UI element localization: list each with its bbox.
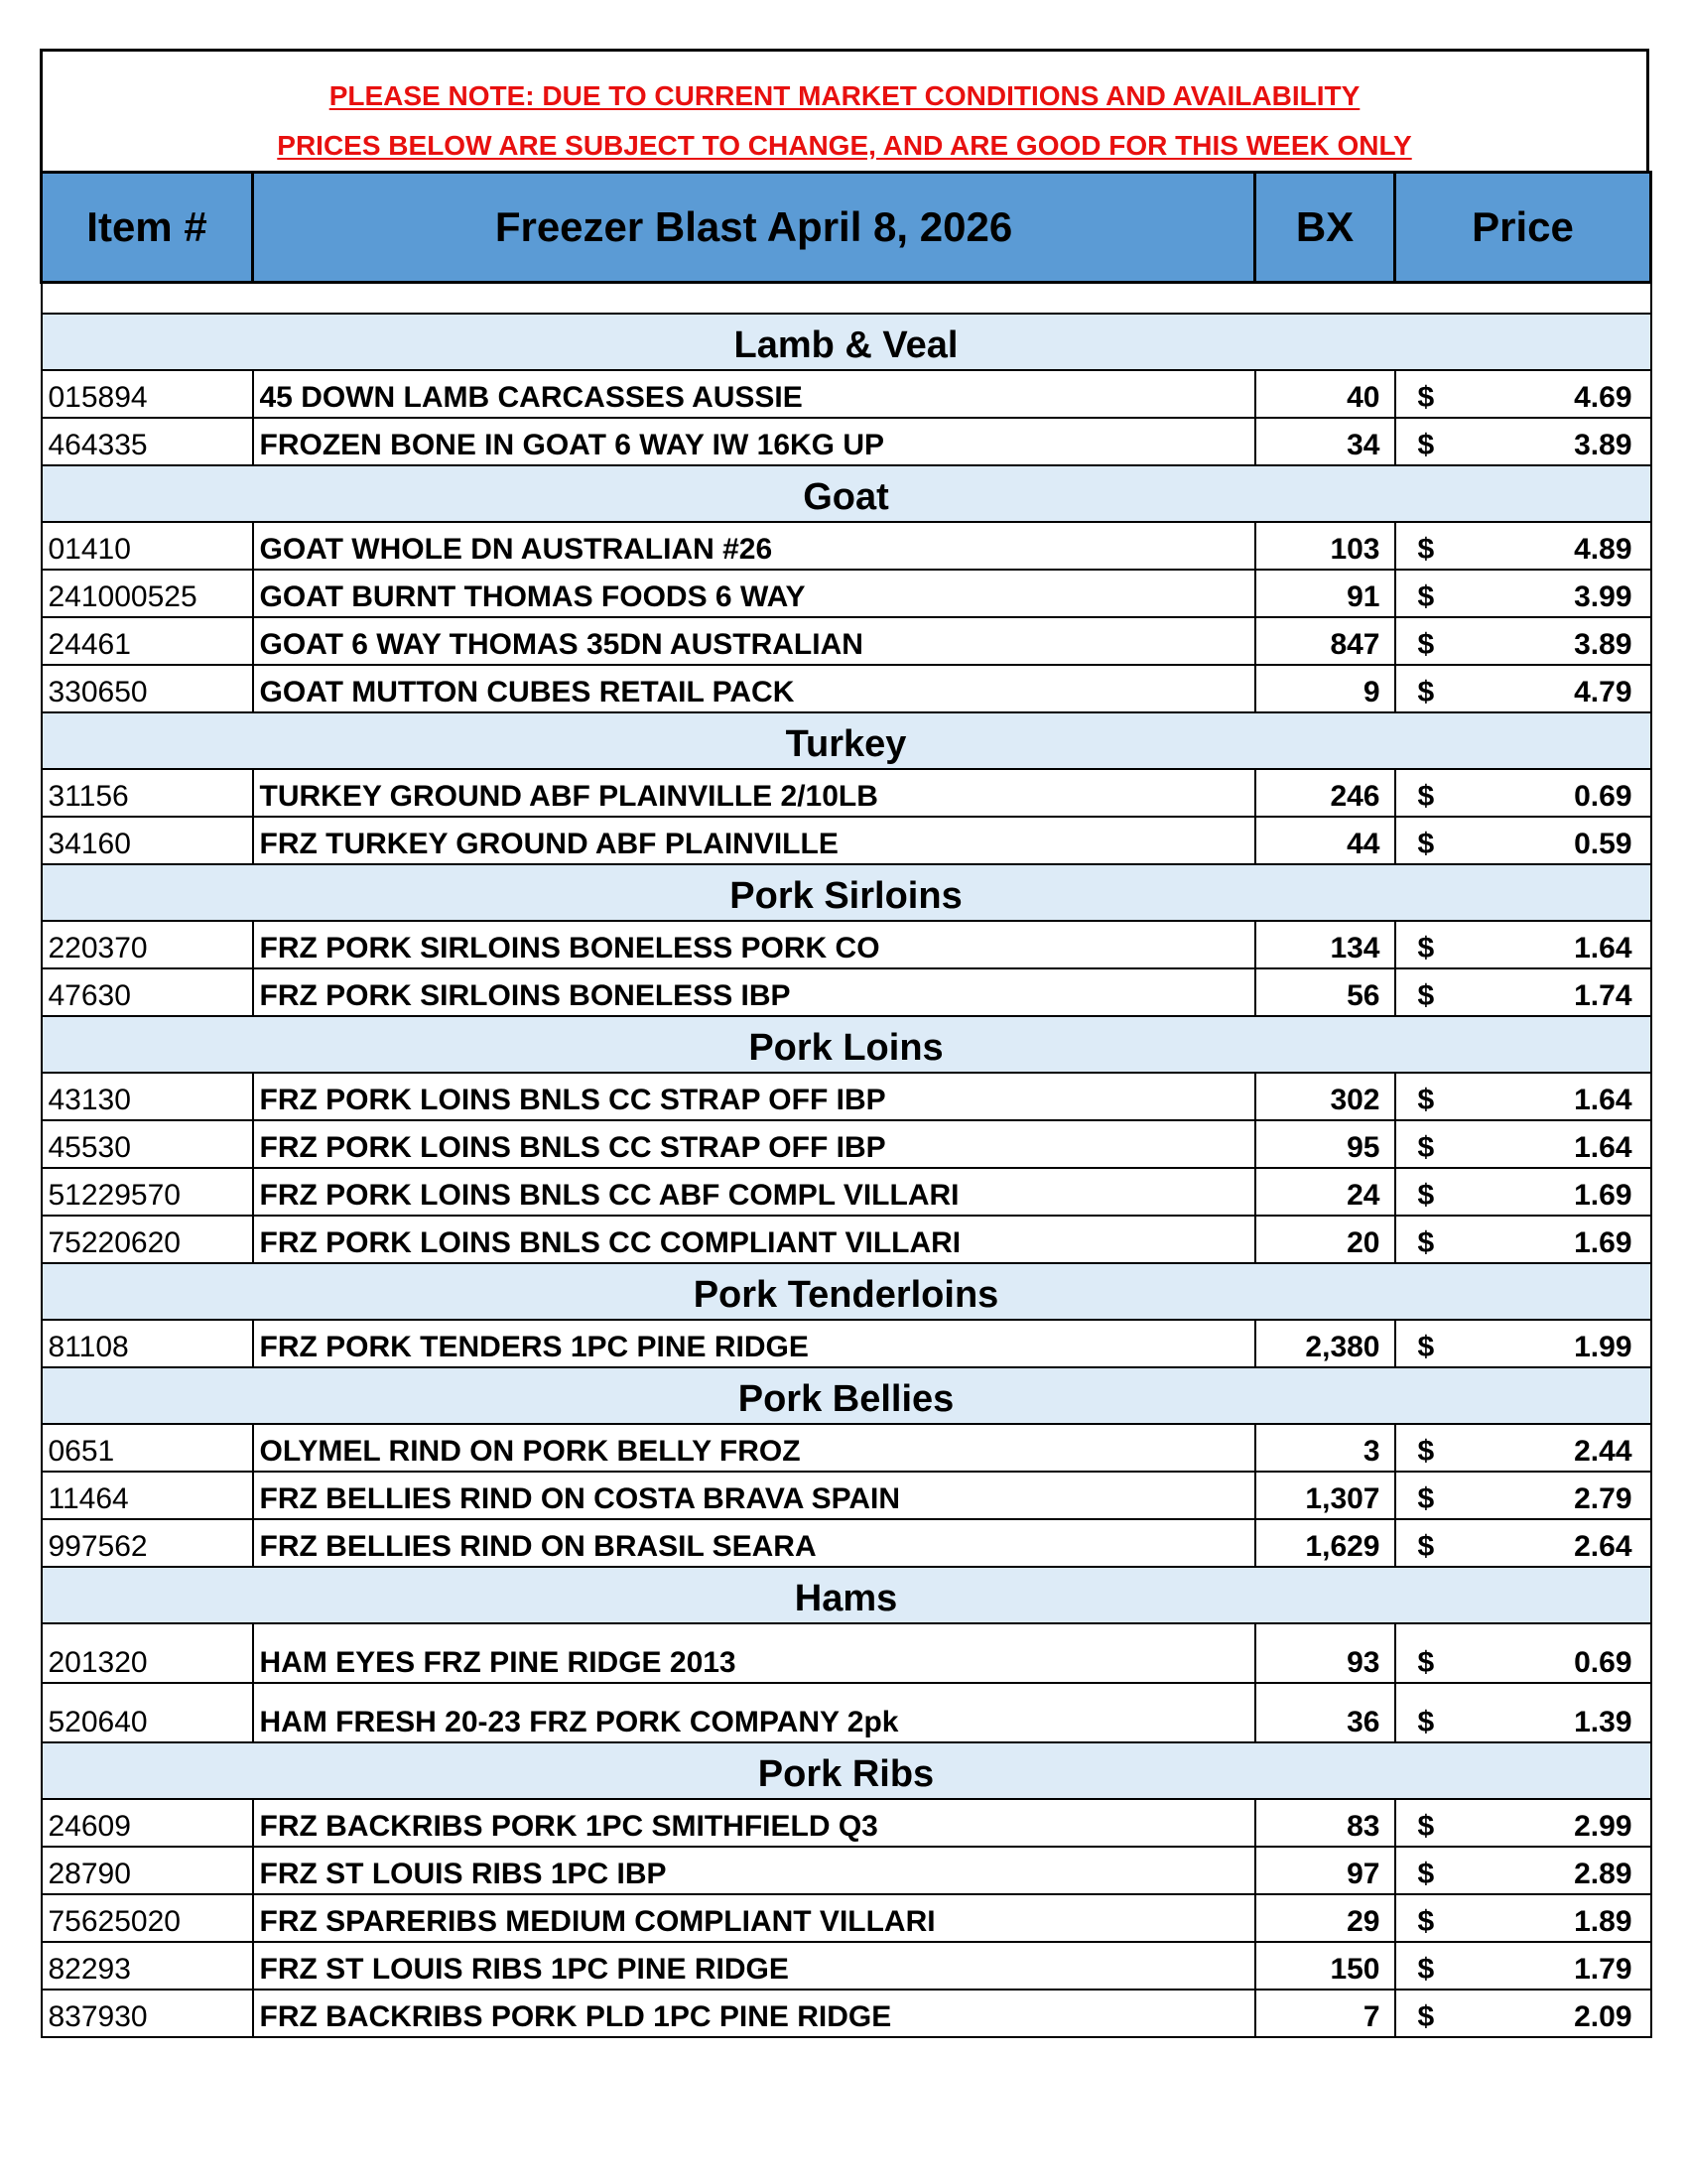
category-name: Pork Tenderloins <box>42 1263 1651 1320</box>
item-box-count: 95 <box>1255 1120 1395 1168</box>
item-number: 220370 <box>42 921 253 968</box>
item-box-count: 83 <box>1255 1799 1395 1847</box>
item-number: 82293 <box>42 1942 253 1990</box>
currency-symbol: $ <box>1417 628 1435 661</box>
price-amount: 1.69 <box>1574 1179 1632 1212</box>
item-price <box>1395 817 1651 864</box>
notice-line-1: PLEASE NOTE: DUE TO CURRENT MARKET CONDITIONS AND AVAILABILITY <box>328 80 1361 111</box>
item-price <box>1395 1847 1651 1894</box>
item-box-count: 3 <box>1255 1424 1395 1472</box>
table-row <box>42 1472 1651 1519</box>
item-price <box>1395 968 1651 1016</box>
item-price <box>1395 1424 1651 1472</box>
item-price <box>1395 1073 1651 1120</box>
category-row <box>42 1263 1651 1320</box>
currency-symbol: $ <box>1417 1084 1435 1116</box>
item-number: 01410 <box>42 522 253 570</box>
currency-symbol: $ <box>1417 1435 1435 1468</box>
item-box-count: 9 <box>1255 665 1395 712</box>
table-body <box>42 283 1651 2038</box>
price-amount: 1.39 <box>1574 1706 1632 1738</box>
item-description: FRZ PORK TENDERS 1PC PINE RIDGE <box>253 1320 1255 1367</box>
item-price <box>1395 1216 1651 1263</box>
item-number: 520640 <box>42 1683 253 1742</box>
item-number: 997562 <box>42 1519 253 1567</box>
item-price <box>1395 1120 1651 1168</box>
item-description: FRZ PORK LOINS BNLS CC STRAP OFF IBP <box>253 1073 1255 1120</box>
table-row <box>42 522 1651 570</box>
currency-symbol: $ <box>1417 979 1435 1012</box>
table-row <box>42 1073 1651 1120</box>
category-name: Pork Ribs <box>42 1742 1651 1799</box>
item-description: HAM FRESH 20-23 FRZ PORK COMPANY 2pk <box>253 1683 1255 1742</box>
category-row <box>42 465 1651 522</box>
item-description: FRZ PORK SIRLOINS BONELESS PORK CO <box>253 921 1255 968</box>
table-row <box>42 1519 1651 1567</box>
currency-symbol: $ <box>1417 932 1435 964</box>
category-row <box>42 864 1651 921</box>
table-row <box>42 1120 1651 1168</box>
table-row <box>42 1168 1651 1216</box>
item-price <box>1395 1683 1651 1742</box>
price-amount: 4.69 <box>1574 381 1632 414</box>
item-number: 81108 <box>42 1320 253 1367</box>
item-box-count: 44 <box>1255 817 1395 864</box>
item-box-count: 302 <box>1255 1073 1395 1120</box>
item-box-count: 20 <box>1255 1216 1395 1263</box>
item-price <box>1395 1472 1651 1519</box>
item-price <box>1395 1799 1651 1847</box>
item-box-count: 7 <box>1255 1990 1395 2037</box>
category-name: Goat <box>42 465 1651 522</box>
item-description: OLYMEL RIND ON PORK BELLY FROZ <box>253 1424 1255 1472</box>
currency-symbol: $ <box>1417 828 1435 860</box>
item-box-count: 2,380 <box>1255 1320 1395 1367</box>
item-price <box>1395 1168 1651 1216</box>
item-description: FRZ PORK LOINS BNLS CC STRAP OFF IBP <box>253 1120 1255 1168</box>
item-number: 28790 <box>42 1847 253 1894</box>
item-number: 75625020 <box>42 1894 253 1942</box>
item-description: TURKEY GROUND ABF PLAINVILLE 2/10LB <box>253 769 1255 817</box>
category-row <box>42 712 1651 769</box>
price-amount: 1.64 <box>1574 1131 1632 1164</box>
item-description: HAM EYES FRZ PINE RIDGE 2013 <box>253 1623 1255 1683</box>
item-description: FRZ TURKEY GROUND ABF PLAINVILLE <box>253 817 1255 864</box>
price-amount: 3.99 <box>1574 580 1632 613</box>
table-row <box>42 1623 1651 1683</box>
item-number: 34160 <box>42 817 253 864</box>
item-box-count: 93 <box>1255 1623 1395 1683</box>
table-row <box>42 1847 1651 1894</box>
table-row <box>42 1683 1651 1742</box>
item-box-count: 40 <box>1255 370 1395 418</box>
currency-symbol: $ <box>1417 381 1435 414</box>
table-row <box>42 418 1651 465</box>
currency-symbol: $ <box>1417 533 1435 566</box>
item-description: GOAT WHOLE DN AUSTRALIAN #26 <box>253 522 1255 570</box>
item-price <box>1395 570 1651 617</box>
item-number: 24609 <box>42 1799 253 1847</box>
item-price <box>1395 370 1651 418</box>
price-amount: 2.79 <box>1574 1482 1632 1515</box>
table-row <box>42 570 1651 617</box>
price-amount: 1.99 <box>1574 1331 1632 1363</box>
header-title: Freezer Blast April 8, 2026 <box>253 173 1255 283</box>
price-notice <box>40 49 1649 171</box>
item-box-count: 56 <box>1255 968 1395 1016</box>
item-number: 464335 <box>42 418 253 465</box>
currency-symbol: $ <box>1417 1530 1435 1563</box>
currency-symbol: $ <box>1417 780 1435 813</box>
currency-symbol: $ <box>1417 1905 1435 1938</box>
item-number: 43130 <box>42 1073 253 1120</box>
price-amount: 0.69 <box>1574 1646 1632 1679</box>
price-amount: 1.69 <box>1574 1226 1632 1259</box>
item-description: FRZ ST LOUIS RIBS 1PC IBP <box>253 1847 1255 1894</box>
item-description: GOAT 6 WAY THOMAS 35DN AUSTRALIAN <box>253 617 1255 665</box>
item-description: 45 DOWN LAMB CARCASSES AUSSIE <box>253 370 1255 418</box>
table-row <box>42 921 1651 968</box>
price-amount: 1.64 <box>1574 1084 1632 1116</box>
table-row <box>42 1942 1651 1990</box>
price-amount: 2.64 <box>1574 1530 1632 1563</box>
category-row <box>42 1367 1651 1424</box>
item-box-count: 1,307 <box>1255 1472 1395 1519</box>
item-price <box>1395 1320 1651 1367</box>
item-price <box>1395 1942 1651 1990</box>
currency-symbol: $ <box>1417 1810 1435 1843</box>
table-row <box>42 1320 1651 1367</box>
category-name: Pork Loins <box>42 1016 1651 1073</box>
item-box-count: 847 <box>1255 617 1395 665</box>
item-description: FRZ BACKRIBS PORK 1PC SMITHFIELD Q3 <box>253 1799 1255 1847</box>
category-row <box>42 1567 1651 1623</box>
table-row <box>42 1990 1651 2037</box>
item-description: FRZ ST LOUIS RIBS 1PC PINE RIDGE <box>253 1942 1255 1990</box>
currency-symbol: $ <box>1417 1331 1435 1363</box>
item-description: GOAT BURNT THOMAS FOODS 6 WAY <box>253 570 1255 617</box>
item-description: FRZ SPARERIBS MEDIUM COMPLIANT VILLARI <box>253 1894 1255 1942</box>
currency-symbol: $ <box>1417 1179 1435 1212</box>
table-row <box>42 1216 1651 1263</box>
currency-symbol: $ <box>1417 1226 1435 1259</box>
category-row <box>42 314 1651 370</box>
category-name: Pork Sirloins <box>42 864 1651 921</box>
item-description: FRZ PORK LOINS BNLS CC COMPLIANT VILLARI <box>253 1216 1255 1263</box>
currency-symbol: $ <box>1417 1858 1435 1890</box>
item-number: 11464 <box>42 1472 253 1519</box>
currency-symbol: $ <box>1417 1706 1435 1738</box>
header-price: Price <box>1395 173 1651 283</box>
item-description: FRZ PORK LOINS BNLS CC ABF COMPL VILLARI <box>253 1168 1255 1216</box>
item-box-count: 36 <box>1255 1683 1395 1742</box>
price-amount: 1.89 <box>1574 1905 1632 1938</box>
price-amount: 3.89 <box>1574 429 1632 461</box>
item-box-count: 103 <box>1255 522 1395 570</box>
item-box-count: 29 <box>1255 1894 1395 1942</box>
item-box-count: 246 <box>1255 769 1395 817</box>
category-row <box>42 1742 1651 1799</box>
currency-symbol: $ <box>1417 676 1435 708</box>
price-amount: 1.74 <box>1574 979 1632 1012</box>
item-number: 837930 <box>42 1990 253 2037</box>
item-price <box>1395 921 1651 968</box>
item-number: 201320 <box>42 1623 253 1683</box>
item-description: FRZ PORK SIRLOINS BONELESS IBP <box>253 968 1255 1016</box>
table-row <box>42 817 1651 864</box>
item-number: 330650 <box>42 665 253 712</box>
currency-symbol: $ <box>1417 1646 1435 1679</box>
item-price <box>1395 522 1651 570</box>
item-number: 31156 <box>42 769 253 817</box>
item-box-count: 34 <box>1255 418 1395 465</box>
item-description: FRZ BACKRIBS PORK PLD 1PC PINE RIDGE <box>253 1990 1255 2037</box>
table-row <box>42 968 1651 1016</box>
header-item-number: Item # <box>42 173 253 283</box>
item-number: 47630 <box>42 968 253 1016</box>
item-price <box>1395 1990 1651 2037</box>
item-box-count: 1,629 <box>1255 1519 1395 1567</box>
item-number: 45530 <box>42 1120 253 1168</box>
price-amount: 0.69 <box>1574 780 1632 813</box>
item-number: 241000525 <box>42 570 253 617</box>
price-amount: 2.09 <box>1574 2000 1632 2033</box>
table-row <box>42 769 1651 817</box>
item-price <box>1395 1623 1651 1683</box>
table-header <box>42 173 1651 283</box>
price-table <box>40 171 1652 2038</box>
header-bx: BX <box>1255 173 1395 283</box>
item-number: 015894 <box>42 370 253 418</box>
item-number: 24461 <box>42 617 253 665</box>
item-box-count: 91 <box>1255 570 1395 617</box>
price-amount: 1.79 <box>1574 1953 1632 1986</box>
notice-line-2: PRICES BELOW ARE SUBJECT TO CHANGE, AND ARE GOOD FOR THIS WEEK ONLY <box>277 130 1412 161</box>
category-name: Turkey <box>42 712 1651 769</box>
currency-symbol: $ <box>1417 1953 1435 1986</box>
item-number: 51229570 <box>42 1168 253 1216</box>
item-price <box>1395 769 1651 817</box>
price-amount: 3.89 <box>1574 628 1632 661</box>
price-amount: 1.64 <box>1574 932 1632 964</box>
price-amount: 4.89 <box>1574 533 1632 566</box>
category-name: Pork Bellies <box>42 1367 1651 1424</box>
category-name: Lamb & Veal <box>42 314 1651 370</box>
category-name: Hams <box>42 1567 1651 1623</box>
item-description: GOAT MUTTON CUBES RETAIL PACK <box>253 665 1255 712</box>
price-amount: 2.99 <box>1574 1810 1632 1843</box>
table-row <box>42 665 1651 712</box>
price-amount: 4.79 <box>1574 676 1632 708</box>
table-row <box>42 617 1651 665</box>
item-box-count: 97 <box>1255 1847 1395 1894</box>
currency-symbol: $ <box>1417 580 1435 613</box>
item-number: 75220620 <box>42 1216 253 1263</box>
table-row <box>42 1894 1651 1942</box>
price-amount: 0.59 <box>1574 828 1632 860</box>
table-row <box>42 1424 1651 1472</box>
price-amount: 2.44 <box>1574 1435 1632 1468</box>
currency-symbol: $ <box>1417 429 1435 461</box>
item-price <box>1395 1894 1651 1942</box>
item-price <box>1395 1519 1651 1567</box>
category-row <box>42 1016 1651 1073</box>
currency-symbol: $ <box>1417 2000 1435 2033</box>
item-number: 0651 <box>42 1424 253 1472</box>
price-amount: 2.89 <box>1574 1858 1632 1890</box>
item-description: FRZ BELLIES RIND ON BRASIL SEARA <box>253 1519 1255 1567</box>
item-box-count: 24 <box>1255 1168 1395 1216</box>
item-description: FRZ BELLIES RIND ON COSTA BRAVA SPAIN <box>253 1472 1255 1519</box>
price-sheet <box>40 49 1649 2038</box>
item-box-count: 150 <box>1255 1942 1395 1990</box>
item-description: FROZEN BONE IN GOAT 6 WAY IW 16KG UP <box>253 418 1255 465</box>
item-price <box>1395 617 1651 665</box>
currency-symbol: $ <box>1417 1482 1435 1515</box>
spacer-row <box>42 283 1651 315</box>
item-box-count: 134 <box>1255 921 1395 968</box>
table-row <box>42 1799 1651 1847</box>
table-row <box>42 370 1651 418</box>
currency-symbol: $ <box>1417 1131 1435 1164</box>
item-price <box>1395 665 1651 712</box>
item-price <box>1395 418 1651 465</box>
